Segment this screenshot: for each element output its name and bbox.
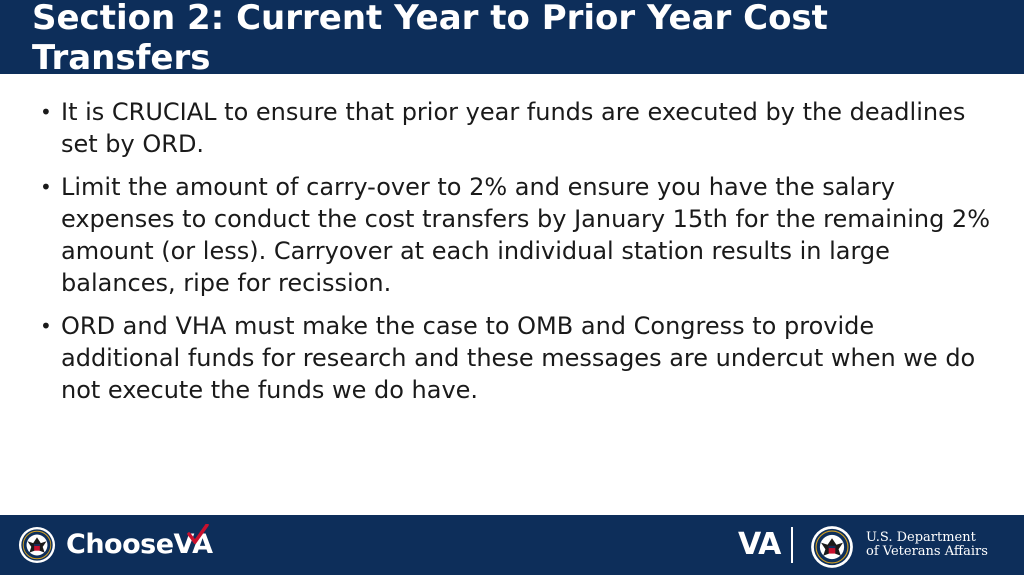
slide-title: Section 2: Current Year to Prior Year Cost Transfers [32,0,828,74]
department-line-2: of Veterans Affairs [866,544,988,559]
bullet-item [40,171,990,299]
va-seal-icon [18,526,56,564]
choose-va-suffix: VA [173,529,213,560]
bullet-item [40,310,990,406]
footer-divider [791,527,793,563]
bullet-dot-icon: • [40,175,52,199]
department-line-1: U.S. Department [866,530,976,545]
bullet-item [40,96,990,160]
title-bar [0,0,1024,74]
department-name [866,531,988,559]
va-seal-icon [810,525,854,569]
va-wordmark: VA [738,527,781,562]
bullet-text: ORD and VHA must make the case to OMB and Congress to provide additional funds for research and these messages are undercut when we do not execute the funds we do have. [61,312,976,404]
bullet-text: It is CRUCIAL to ensure that prior year funds are executed by the deadlines set by ORD. [61,98,966,158]
choose-va-prefix: Choose [66,529,174,560]
check-accent-icon [187,524,209,544]
footer-bar [0,515,1024,575]
bullet-list [40,96,990,417]
bullet-dot-icon: • [40,314,52,338]
bullet-dot-icon: • [40,100,52,124]
bullet-text: Limit the amount of carry-over to 2% and ensure you have the salary expenses to conduct the cost transfers by January 15th for the remaining 2% amount (or less). Carryover at each individual station results in large balances, ripe for recission. [61,173,991,297]
